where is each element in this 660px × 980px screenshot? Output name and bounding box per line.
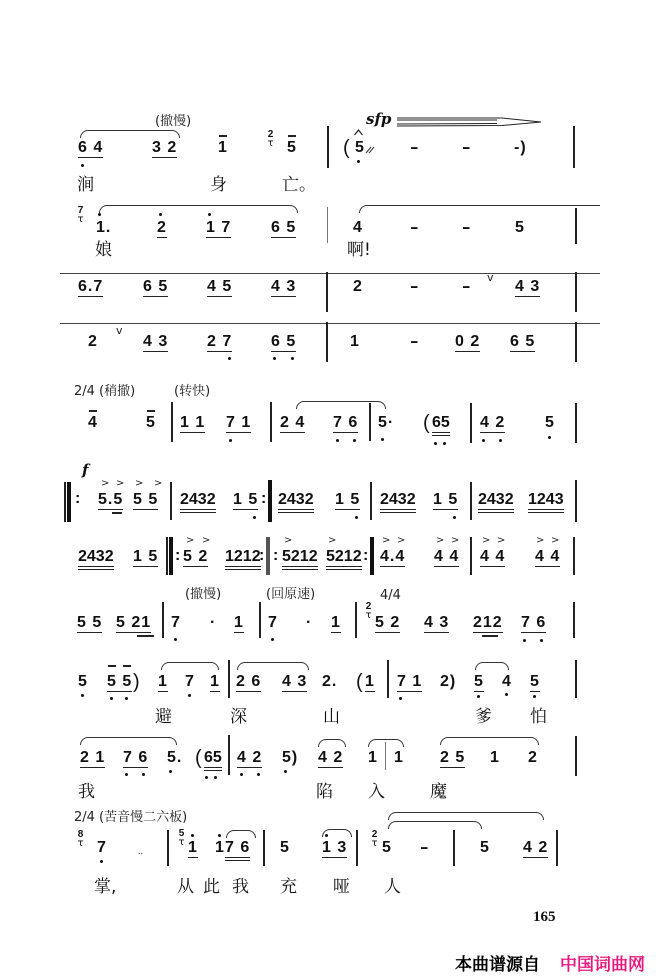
barline bbox=[387, 660, 389, 698]
note-group: 1 bbox=[331, 614, 341, 631]
accent-mark: > bbox=[186, 535, 195, 546]
note-group: 212 bbox=[473, 614, 503, 631]
repeat-start-thin bbox=[64, 482, 66, 522]
barline bbox=[327, 126, 329, 168]
note-tenuto: 4 bbox=[88, 414, 98, 431]
barline bbox=[470, 537, 472, 575]
augmentation-dot: · bbox=[306, 614, 313, 631]
note-group: 1 5 bbox=[335, 491, 361, 508]
note-group: 6 5 bbox=[510, 333, 536, 350]
paren: ( bbox=[356, 671, 364, 693]
note-group: 5 bbox=[474, 673, 484, 690]
note-group: 7 6 bbox=[333, 414, 359, 431]
barline bbox=[470, 403, 472, 443]
slur bbox=[226, 830, 256, 838]
octave-dot-below bbox=[125, 773, 128, 776]
repeat-dots: : bbox=[273, 547, 280, 564]
repeat-dots: : bbox=[259, 547, 266, 564]
note-tenuto: 1 bbox=[218, 139, 228, 156]
octave-dot-below bbox=[477, 695, 480, 698]
barline bbox=[370, 482, 372, 520]
barline bbox=[385, 742, 386, 770]
note-group: 5 bbox=[480, 839, 490, 856]
barline bbox=[170, 482, 172, 520]
note-group: 5 21 bbox=[116, 614, 152, 631]
octave-dot-below bbox=[355, 516, 358, 519]
octave-dot-above bbox=[218, 834, 221, 837]
note-group: 7 bbox=[185, 673, 195, 690]
barline bbox=[575, 403, 577, 443]
note-group: 2 4 bbox=[280, 414, 306, 431]
note-group: 1 7 bbox=[206, 219, 232, 236]
note-group: 1 5 bbox=[133, 548, 159, 565]
dash-extension: - bbox=[410, 219, 421, 236]
note-group: 5 bbox=[280, 839, 290, 856]
barline bbox=[369, 403, 371, 441]
dash-extension: - bbox=[410, 139, 421, 156]
note-group: 4 5 bbox=[207, 278, 233, 295]
note-group: 1 5 bbox=[433, 491, 459, 508]
note-group: 2432 bbox=[78, 549, 114, 570]
accent-mark: > bbox=[284, 535, 293, 546]
octave-dot-below bbox=[523, 639, 526, 642]
slur bbox=[99, 205, 298, 213]
octave-dot-below bbox=[499, 439, 502, 442]
note-group: 5 bbox=[545, 414, 555, 431]
octave-dot-below bbox=[257, 773, 260, 776]
note-group: 4 2 bbox=[480, 414, 506, 431]
lyric: 深 bbox=[230, 707, 247, 727]
slur bbox=[440, 737, 539, 745]
slur bbox=[161, 662, 219, 670]
note-group: 5. bbox=[167, 749, 183, 766]
breath-mark: v bbox=[487, 271, 494, 284]
note-group: 2 bbox=[157, 219, 167, 236]
slur bbox=[80, 130, 180, 138]
accent-mark: > bbox=[436, 535, 445, 546]
octave-dot-below bbox=[533, 695, 536, 698]
lyric: 从 bbox=[177, 877, 194, 897]
octave-dot-below bbox=[443, 442, 446, 445]
octave-dot-below bbox=[284, 770, 287, 773]
hairpin-decrescendo-icon bbox=[397, 116, 543, 128]
paren: ) bbox=[133, 671, 141, 693]
dash-extension: - bbox=[410, 333, 421, 350]
note-group: 5 2 bbox=[375, 614, 401, 631]
tenuto-mark bbox=[108, 665, 116, 667]
note-tenuto: 5 bbox=[146, 414, 156, 431]
barline bbox=[326, 272, 328, 312]
accent-mark: > bbox=[202, 535, 211, 546]
accent-mark: > bbox=[536, 535, 545, 546]
note-group: 5 5 bbox=[77, 614, 103, 631]
barline bbox=[575, 272, 577, 312]
tempo-marking: (撤慢) bbox=[155, 114, 192, 129]
accent-mark: > bbox=[482, 535, 491, 546]
lyric: 涧 bbox=[77, 175, 94, 195]
slur bbox=[80, 737, 177, 745]
repeat-dots: : bbox=[363, 547, 370, 564]
note-group: 5212 bbox=[282, 549, 318, 570]
octave-dot-below bbox=[399, 697, 402, 700]
accent-mark: > bbox=[328, 535, 337, 546]
time-signature: 4/4 bbox=[380, 588, 401, 603]
lyric: 陷 bbox=[316, 782, 333, 802]
slur bbox=[359, 205, 600, 213]
paren: ( bbox=[423, 412, 431, 434]
repeat-start-thin bbox=[166, 537, 168, 575]
lyric: 身 bbox=[210, 175, 227, 195]
octave-dot-below bbox=[336, 439, 339, 442]
note-group: 2 6 bbox=[236, 673, 262, 690]
slur bbox=[388, 821, 482, 829]
note-group: 1 bbox=[210, 673, 220, 690]
note-group: 5 5 bbox=[133, 491, 159, 508]
note-group: 4 4 bbox=[434, 548, 460, 565]
barline bbox=[573, 126, 575, 168]
note-group: 4 2 bbox=[318, 749, 344, 766]
paren: ( bbox=[343, 137, 351, 159]
octave-dot-below bbox=[253, 516, 256, 519]
footer-site-name: 中国词曲网 bbox=[560, 955, 645, 975]
note-group: 7 bbox=[97, 839, 107, 856]
barline bbox=[270, 402, 272, 442]
note-group: 1 3 bbox=[322, 839, 348, 856]
octave-dot-below bbox=[214, 776, 217, 779]
barline bbox=[470, 482, 472, 520]
barline bbox=[171, 402, 173, 442]
barline bbox=[259, 602, 261, 638]
note-group: 5· bbox=[378, 414, 395, 431]
note-group: 4 3 bbox=[424, 614, 450, 631]
breath-mark: v bbox=[116, 324, 123, 337]
accent-mark: > bbox=[101, 478, 110, 489]
octave-dot-below bbox=[273, 357, 276, 360]
note-group: 4 3 bbox=[282, 673, 308, 690]
slur bbox=[296, 401, 386, 409]
note-group: 0 2 bbox=[455, 333, 481, 350]
note-group: 1 bbox=[490, 749, 500, 766]
octave-dot-below bbox=[434, 442, 437, 445]
repeat-start-thick bbox=[169, 537, 173, 575]
note-group: 1 bbox=[365, 673, 375, 690]
note-group: 2432 bbox=[478, 492, 514, 513]
extension-dots: .. bbox=[138, 846, 144, 856]
note-group: 1 bbox=[350, 333, 360, 350]
barline bbox=[575, 736, 577, 776]
lyric: 此 bbox=[203, 877, 220, 897]
note-group: 2 1 bbox=[80, 749, 106, 766]
note-group: 7 6 bbox=[521, 614, 547, 631]
barline bbox=[355, 602, 357, 638]
tenuto-mark bbox=[123, 665, 131, 667]
note-group: 2432 bbox=[180, 492, 216, 513]
note-group: 5 bbox=[355, 139, 365, 156]
octave-dot-below bbox=[81, 164, 84, 167]
accent-mark: > bbox=[397, 535, 406, 546]
slur-continuation bbox=[60, 273, 600, 274]
octave-dot-below bbox=[110, 697, 113, 700]
lyric: 人 bbox=[384, 877, 401, 897]
note-group: 4 3 bbox=[515, 278, 541, 295]
octave-dot-below bbox=[548, 436, 551, 439]
note-group: 6 5 bbox=[271, 219, 297, 236]
octave-dot-below bbox=[482, 439, 485, 442]
dash-extension: -) bbox=[514, 139, 527, 156]
lyric: 我 bbox=[78, 782, 95, 802]
note-group: 2. bbox=[322, 673, 338, 690]
note-group: 6 5 bbox=[143, 278, 169, 295]
accent-mark: > bbox=[451, 535, 460, 546]
note-group: 4 3 bbox=[143, 333, 169, 350]
grace-note: 5 τ bbox=[177, 829, 186, 847]
note-group: 1 bbox=[158, 673, 168, 690]
note-group: 7 1 bbox=[226, 414, 252, 431]
dash-extension: - bbox=[462, 219, 473, 236]
note-group: 2432 bbox=[278, 492, 314, 513]
underline-extra bbox=[482, 635, 498, 637]
slur bbox=[475, 662, 509, 670]
octave-dot-below bbox=[229, 439, 232, 442]
slur bbox=[368, 739, 404, 747]
octave-dot-below bbox=[540, 639, 543, 642]
note-group: 4.4 bbox=[380, 548, 406, 565]
slur-continuation bbox=[60, 323, 600, 324]
tremolo-icon bbox=[366, 146, 375, 154]
lyric: 爹 bbox=[475, 707, 492, 727]
lyric: 避 bbox=[155, 707, 172, 727]
barline bbox=[573, 537, 575, 575]
dash-extension: - bbox=[462, 139, 473, 156]
note-group: 65 bbox=[204, 750, 222, 771]
note-group: 2 7 bbox=[207, 333, 233, 350]
barline bbox=[575, 322, 577, 362]
note-group: 5 bbox=[515, 219, 525, 236]
repeat-dots: : bbox=[175, 547, 182, 564]
paren: ( bbox=[195, 747, 203, 769]
note-group: 5.5 bbox=[98, 491, 124, 508]
octave-dot-below bbox=[81, 694, 84, 697]
lyric: 啊! bbox=[347, 240, 371, 260]
repeat-start-thick bbox=[67, 482, 71, 522]
accent-mark: > bbox=[497, 535, 506, 546]
octave-dot-above bbox=[208, 213, 211, 216]
octave-dot-below bbox=[505, 693, 508, 696]
barline bbox=[575, 480, 577, 522]
note-group: 1 bbox=[368, 749, 378, 766]
note-group: 7 bbox=[171, 614, 181, 631]
octave-dot-below bbox=[205, 776, 208, 779]
barline bbox=[575, 208, 577, 244]
note-group: 5212 bbox=[326, 549, 362, 570]
note-group: 2 bbox=[353, 278, 363, 295]
slur bbox=[318, 739, 346, 747]
grace-note: 2 τ bbox=[266, 130, 275, 148]
note-group: 2432 bbox=[380, 492, 416, 513]
dash-extension: - bbox=[410, 278, 421, 295]
lyric: 充 bbox=[280, 877, 297, 897]
barline bbox=[263, 830, 265, 866]
octave-dot-below bbox=[228, 357, 231, 360]
time-signature-tempo: 2/4 (稍撤) bbox=[74, 384, 136, 399]
repeat-end bbox=[268, 480, 272, 522]
octave-dot-above bbox=[191, 834, 194, 837]
slur bbox=[388, 812, 544, 820]
note-group: 1 bbox=[394, 749, 404, 766]
barline bbox=[327, 207, 328, 243]
barline bbox=[453, 830, 455, 866]
note-group: 1212 bbox=[225, 549, 261, 570]
barline bbox=[356, 830, 358, 866]
note-group: 7 1 bbox=[397, 673, 423, 690]
repeat-dots: : bbox=[261, 490, 268, 507]
octave-dot-above bbox=[325, 834, 328, 837]
grace-note: 7 τ bbox=[76, 206, 85, 224]
lyric: 魔 bbox=[430, 782, 447, 802]
note-group: 6.7 bbox=[78, 278, 104, 295]
note-group: 1 5 bbox=[233, 491, 259, 508]
note-group: 1 1 bbox=[180, 414, 206, 431]
fermata-icon bbox=[354, 129, 363, 136]
lyric: 哑 bbox=[333, 877, 350, 897]
note-group: 1 bbox=[188, 839, 198, 856]
lyric: 掌, bbox=[94, 877, 117, 897]
slur bbox=[237, 662, 309, 670]
note-group: 4 bbox=[353, 219, 363, 236]
barline bbox=[228, 735, 230, 775]
lyric: 入 bbox=[368, 782, 385, 802]
octave-dot-below bbox=[357, 160, 360, 163]
lyric: 山 bbox=[323, 707, 340, 727]
note-group: 1 bbox=[234, 614, 244, 631]
barline bbox=[228, 660, 230, 698]
note-group: 6 4 bbox=[78, 139, 104, 156]
octave-dot-below bbox=[125, 697, 128, 700]
tempo-marking: (转快) bbox=[174, 384, 211, 399]
grace-note: 8 τ bbox=[76, 830, 85, 848]
note-group: 65 bbox=[432, 415, 450, 436]
augmentation-dot: · bbox=[210, 614, 217, 631]
lyric: 亡。 bbox=[282, 175, 316, 195]
note-group: 4 2 bbox=[523, 839, 549, 856]
lyric: 我 bbox=[232, 877, 249, 897]
octave-dot-below bbox=[291, 357, 294, 360]
octave-dot-below bbox=[240, 773, 243, 776]
note-group: 1 bbox=[215, 839, 225, 856]
octave-dot-above bbox=[159, 213, 162, 216]
dynamic-marking: f bbox=[82, 461, 89, 479]
octave-dot-below bbox=[169, 770, 172, 773]
dash-extension: - bbox=[462, 278, 473, 295]
footer-source-label: 本曲谱源自 bbox=[455, 955, 540, 975]
underline-extra bbox=[137, 635, 154, 637]
octave-dot-below bbox=[142, 773, 145, 776]
underline-extra bbox=[112, 512, 122, 514]
lyric: 怕 bbox=[530, 707, 547, 727]
grace-note: 2 τ bbox=[370, 830, 379, 848]
note-group: 4 2 bbox=[237, 749, 263, 766]
note-group: 7 6 bbox=[225, 840, 250, 861]
dynamic-marking: sfp bbox=[366, 110, 392, 128]
note-group: 5 bbox=[78, 673, 88, 690]
note-group: 4 bbox=[502, 673, 512, 690]
grace-note: 2 τ bbox=[364, 602, 373, 620]
barline bbox=[326, 322, 328, 362]
barline bbox=[556, 830, 558, 866]
note-group: 5 bbox=[382, 839, 392, 856]
note-group: 2 5 bbox=[440, 749, 466, 766]
tempo-marking: (回原速) bbox=[266, 587, 316, 602]
note-group: 2 bbox=[528, 749, 538, 766]
note-group: 6 5 bbox=[271, 333, 297, 350]
octave-dot-below bbox=[188, 694, 191, 697]
note-group: 4 3 bbox=[271, 278, 297, 295]
note-group: 4 4 bbox=[535, 548, 561, 565]
note-group: 7 6 bbox=[123, 749, 149, 766]
note-group: 5 5 bbox=[107, 673, 133, 690]
dash-extension: - bbox=[420, 839, 431, 856]
octave-dot-above bbox=[98, 213, 101, 216]
page-number: 165 bbox=[533, 909, 556, 925]
octave-dot-below bbox=[381, 438, 384, 441]
accent-mark: > bbox=[154, 478, 163, 489]
note-group: 5 2 bbox=[183, 548, 209, 565]
note-group: 1. bbox=[96, 219, 112, 236]
octave-dot-below bbox=[353, 439, 356, 442]
octave-dot-below bbox=[174, 638, 177, 641]
accent-mark: > bbox=[551, 535, 560, 546]
accent-mark: > bbox=[116, 478, 125, 489]
barline bbox=[573, 602, 575, 638]
accent-mark: > bbox=[382, 535, 391, 546]
note-group: 1243 bbox=[528, 492, 564, 513]
tempo-marking: (撤慢) bbox=[185, 587, 222, 602]
note-group: 4 4 bbox=[480, 548, 506, 565]
accent-mark: > bbox=[135, 478, 144, 489]
note-group: 3 2 bbox=[152, 139, 178, 156]
time-signature-tempo: 2/4 (苦音慢二六板) bbox=[74, 810, 188, 825]
barline bbox=[575, 660, 577, 698]
octave-dot-below bbox=[271, 638, 274, 641]
barline bbox=[162, 602, 164, 638]
note-group: 7 bbox=[268, 614, 278, 631]
note-tenuto: 5 bbox=[287, 139, 297, 156]
octave-dot-below bbox=[453, 516, 456, 519]
repeat-dots: : bbox=[75, 490, 82, 507]
barline bbox=[167, 830, 169, 866]
octave-dot-below bbox=[100, 860, 103, 863]
note-group: 5 bbox=[530, 673, 540, 690]
note-group: 5) bbox=[282, 749, 299, 766]
note-group: 2) bbox=[440, 673, 457, 690]
note-group: 2 bbox=[88, 333, 98, 350]
repeat-end bbox=[370, 537, 374, 575]
repeat-double bbox=[266, 537, 270, 575]
lyric: 娘 bbox=[95, 240, 112, 260]
